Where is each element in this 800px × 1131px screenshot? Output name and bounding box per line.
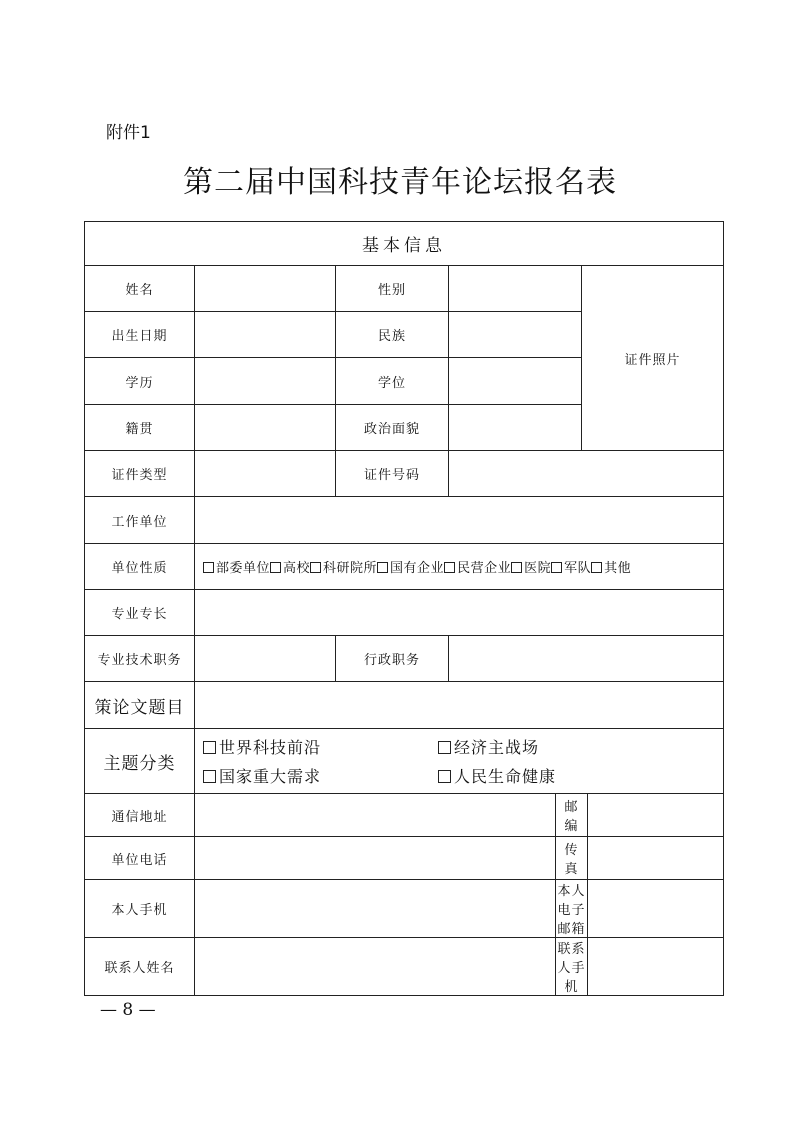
registration-form	[84, 221, 724, 996]
degree-field[interactable]	[449, 358, 582, 405]
option-military[interactable]: 军队	[551, 561, 591, 576]
option-university[interactable]: 高校	[270, 561, 310, 576]
unit-phone-label: 单位电话	[85, 837, 195, 880]
checkbox-icon[interactable]	[310, 562, 321, 573]
name-label: 姓名	[85, 266, 195, 312]
topic-option-national-needs[interactable]: 国家重大需求	[203, 764, 438, 787]
gender-field[interactable]	[449, 266, 582, 312]
contact-mobile-field[interactable]	[588, 938, 724, 996]
option-other[interactable]: 其他	[591, 561, 631, 576]
tech-title-label: 专业技术职务	[85, 636, 195, 682]
political-label: 政治面貌	[336, 405, 449, 451]
name-field[interactable]	[195, 266, 336, 312]
checkbox-icon[interactable]	[438, 770, 451, 783]
contact-mobile-label: 联系人手机	[556, 938, 588, 996]
option-ministry[interactable]: 部委单位	[203, 561, 270, 576]
email-field[interactable]	[588, 880, 724, 938]
topic-option-health[interactable]: 人民生命健康	[438, 764, 678, 787]
education-field[interactable]	[195, 358, 336, 405]
checkbox-icon[interactable]	[551, 562, 562, 573]
native-place-field[interactable]	[195, 405, 336, 451]
checkbox-icon[interactable]	[438, 741, 451, 754]
fax-label: 传 真	[556, 837, 588, 880]
essay-title-field[interactable]	[195, 682, 724, 729]
mobile-label: 本人手机	[85, 880, 195, 938]
birth-field[interactable]	[195, 312, 336, 358]
native-place-label: 籍贯	[85, 405, 195, 451]
id-number-label: 证件号码	[336, 451, 449, 497]
id-type-label: 证件类型	[85, 451, 195, 497]
postcode-field[interactable]	[588, 794, 724, 837]
option-hospital[interactable]: 医院	[511, 561, 551, 576]
checkbox-icon[interactable]	[377, 562, 388, 573]
unit-phone-field[interactable]	[195, 837, 556, 880]
contact-name-field[interactable]	[195, 938, 556, 996]
essay-title-label: 策论文题目	[85, 682, 195, 729]
education-label: 学历	[85, 358, 195, 405]
specialty-field[interactable]	[195, 590, 724, 636]
checkbox-icon[interactable]	[591, 562, 602, 573]
topic-option-frontier[interactable]: 世界科技前沿	[203, 735, 438, 758]
admin-title-field[interactable]	[449, 636, 724, 682]
checkbox-icon[interactable]	[444, 562, 455, 573]
work-unit-label: 工作单位	[85, 497, 195, 544]
attachment-label: 附件1	[106, 123, 151, 143]
checkbox-icon[interactable]	[511, 562, 522, 573]
checkbox-icon[interactable]	[203, 562, 214, 573]
checkbox-icon[interactable]	[203, 741, 216, 754]
section-basic-info: 基本信息	[85, 222, 724, 266]
unit-nature-options	[195, 544, 724, 590]
postcode-label: 邮 编	[556, 794, 588, 837]
ethnicity-label: 民族	[336, 312, 449, 358]
checkbox-icon[interactable]	[203, 770, 216, 783]
ethnicity-field[interactable]	[449, 312, 582, 358]
unit-nature-label: 单位性质	[85, 544, 195, 590]
id-type-field[interactable]	[195, 451, 336, 497]
work-unit-field[interactable]	[195, 497, 724, 544]
address-field[interactable]	[195, 794, 556, 837]
specialty-label: 专业专长	[85, 590, 195, 636]
degree-label: 学位	[336, 358, 449, 405]
fax-field[interactable]	[588, 837, 724, 880]
option-research-institute[interactable]: 科研院所	[310, 561, 377, 576]
checkbox-icon[interactable]	[270, 562, 281, 573]
mobile-field[interactable]	[195, 880, 556, 938]
admin-title-label: 行政职务	[336, 636, 449, 682]
birth-label: 出生日期	[85, 312, 195, 358]
option-state-enterprise[interactable]: 国有企业	[377, 561, 444, 576]
option-private-enterprise[interactable]: 民营企业	[444, 561, 511, 576]
id-number-field[interactable]	[449, 451, 724, 497]
address-label: 通信地址	[85, 794, 195, 837]
topic-options	[195, 729, 724, 794]
gender-label: 性别	[336, 266, 449, 312]
topic-option-economy[interactable]: 经济主战场	[438, 735, 678, 758]
tech-title-field[interactable]	[195, 636, 336, 682]
topic-label: 主题分类	[85, 729, 195, 794]
contact-name-label: 联系人姓名	[85, 938, 195, 996]
political-field[interactable]	[449, 405, 582, 451]
form-title: 第二届中国科技青年论坛报名表	[183, 165, 617, 200]
email-label: 本人电子邮箱	[556, 880, 588, 938]
photo-box[interactable]: 证件照片	[582, 266, 724, 451]
page-number: — 8 —	[100, 1000, 156, 1020]
